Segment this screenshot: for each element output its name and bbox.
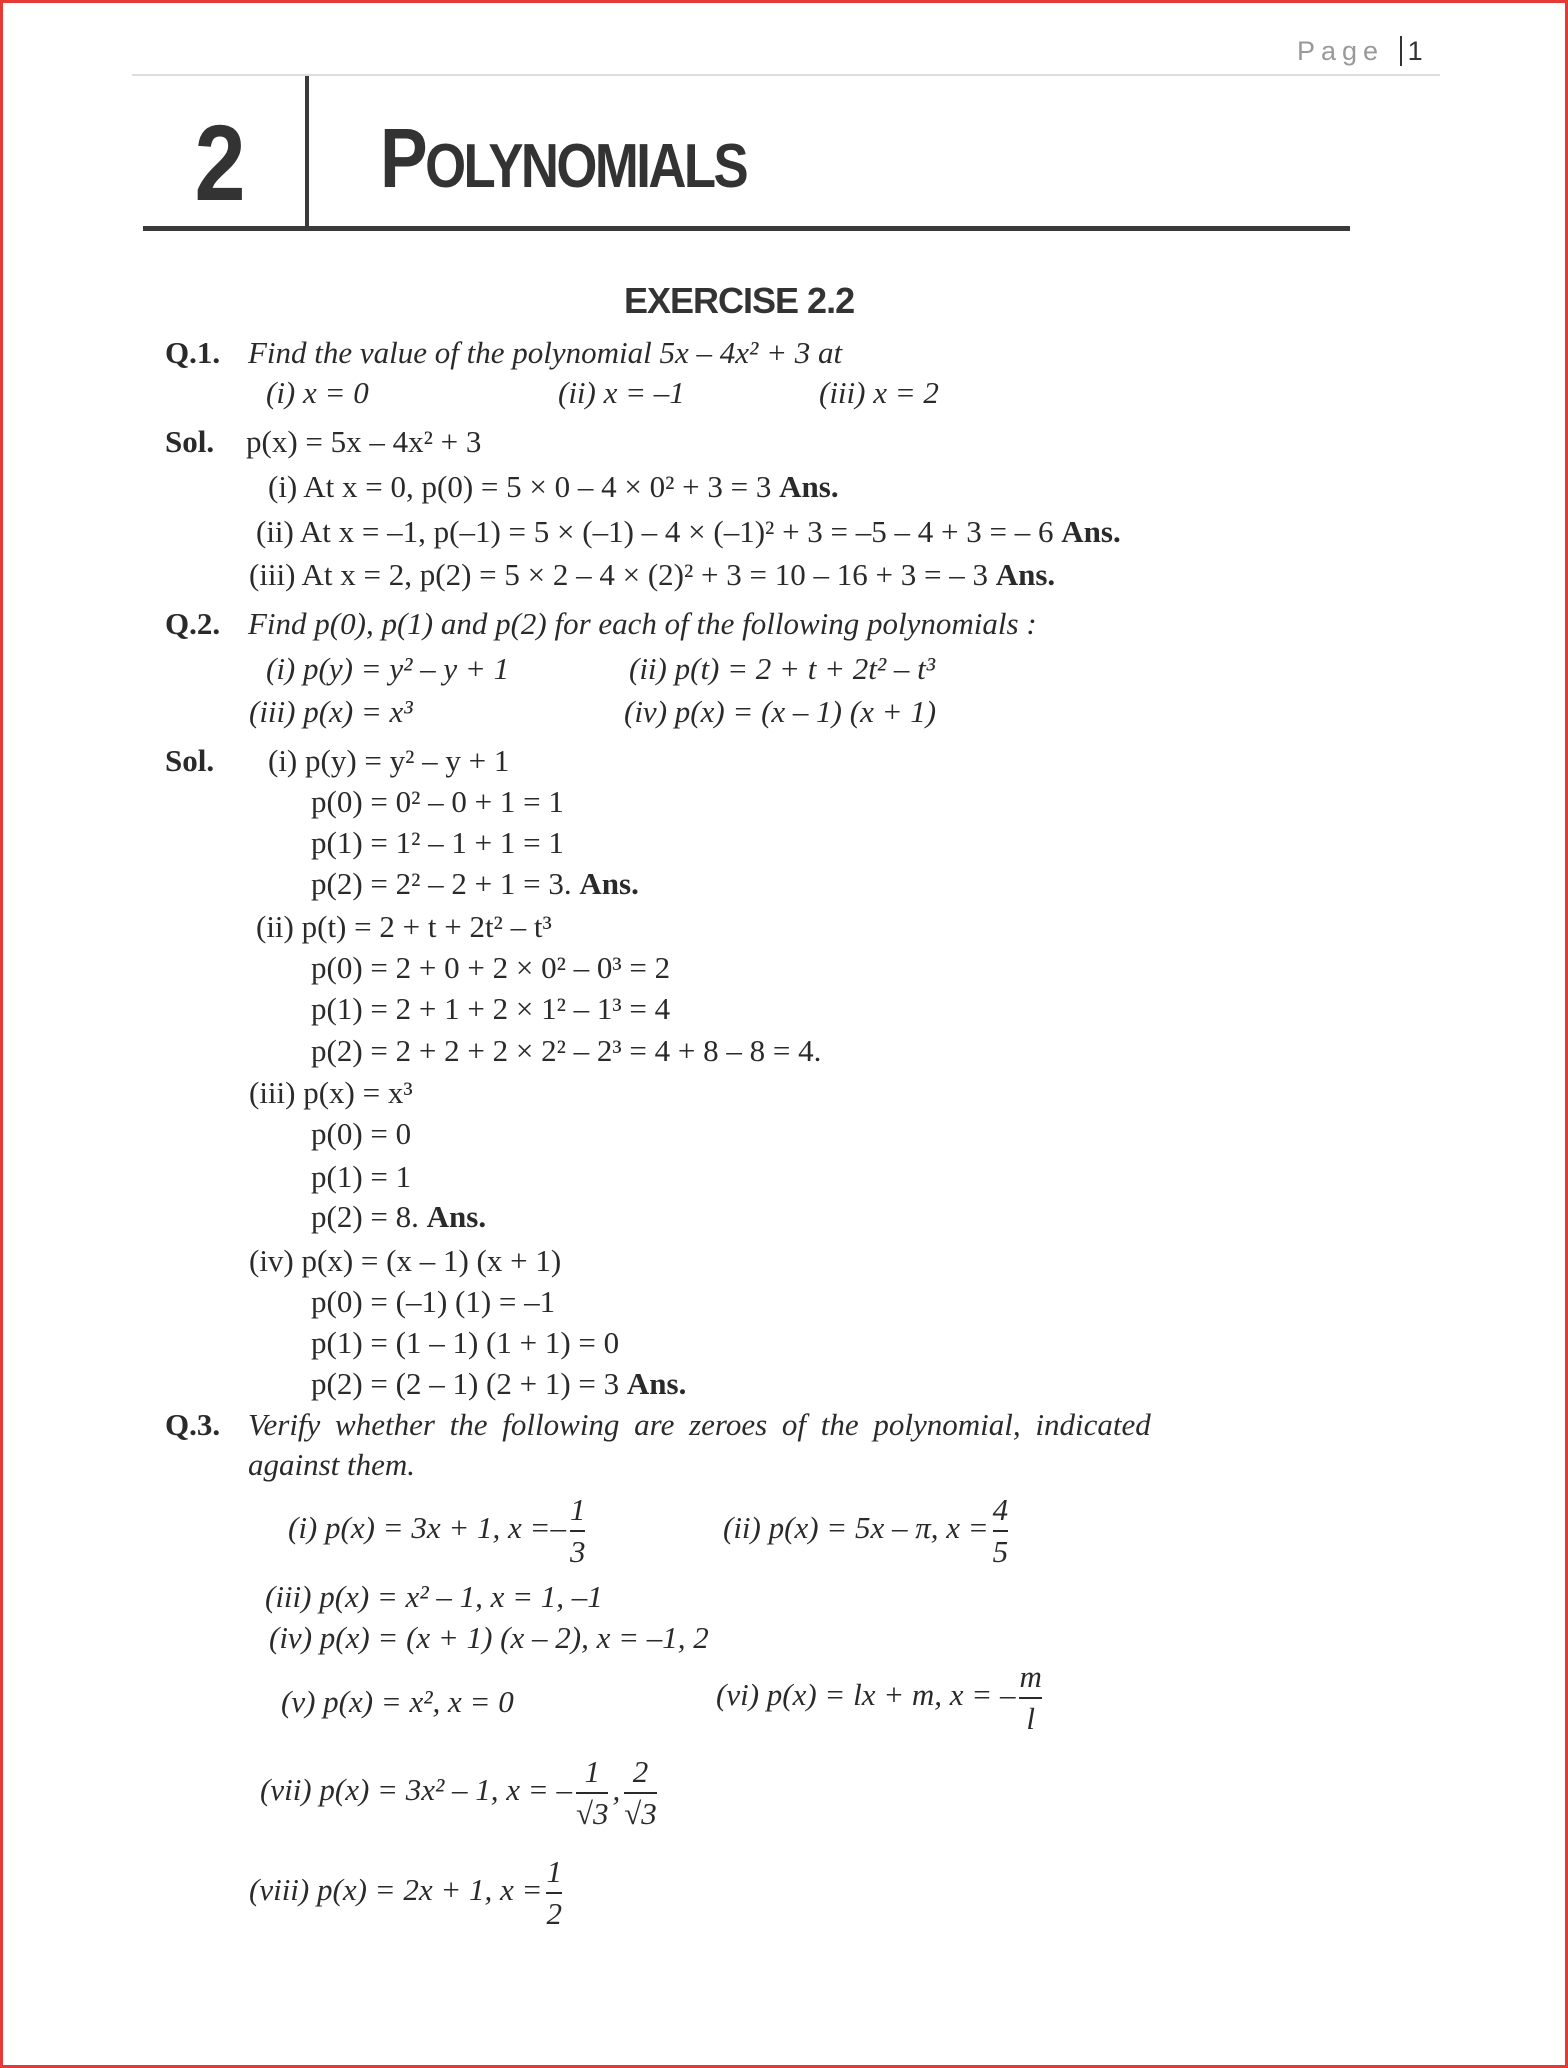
sol-text: (i) At x = 0, p(0) = 5 × 0 – 4 × 0² + 3 = 3 xyxy=(268,469,772,504)
fraction xyxy=(1019,1657,1041,1739)
fraction xyxy=(993,1490,1009,1572)
ans-label: Ans. xyxy=(1061,514,1121,549)
sol2-line: (iii) p(x) = x³ xyxy=(249,1075,413,1110)
ans-label: Ans. xyxy=(779,469,839,504)
sol1-intro: p(x) = 5x – 4x² + 3 xyxy=(246,424,482,459)
denominator: l xyxy=(1026,1701,1035,1736)
denominator: 2 xyxy=(546,1896,562,1931)
sol2-line: (iv) p(x) = (x – 1) (x + 1) xyxy=(249,1243,562,1278)
page-number-value: 1 xyxy=(1400,36,1423,66)
ans-label: Ans. xyxy=(995,557,1056,592)
sol2-line xyxy=(311,1364,686,1404)
q3-part xyxy=(716,1657,1046,1739)
sol2-line: p(2) = 2 + 2 + 2 × 2² – 2³ = 4 + 8 – 8 = 4. xyxy=(311,1033,822,1068)
fraction xyxy=(624,1752,657,1834)
q1-part: (iii) x = 2 xyxy=(819,375,939,410)
sol2-line: p(0) = (–1) (1) = –1 xyxy=(311,1284,556,1319)
sign: – xyxy=(999,1677,1016,1713)
ans-label: Ans. xyxy=(579,866,639,901)
sign: – xyxy=(550,1510,566,1546)
sol2-line: p(1) = 1 xyxy=(311,1159,412,1194)
numerator: 2 xyxy=(624,1752,657,1794)
page-number xyxy=(1297,36,1423,67)
q3-part: (iv) p(x) = (x + 1) (x – 2), x = –1, 2 xyxy=(269,1620,709,1655)
sol2-line: p(1) = (1 – 1) (1 + 1) = 0 xyxy=(311,1325,620,1360)
q1-part: (ii) x = –1 xyxy=(558,375,685,410)
fraction xyxy=(546,1852,562,1934)
page-label: Page xyxy=(1297,36,1385,66)
sol2-line: p(0) = 0 xyxy=(311,1116,412,1151)
part-text: (i) p(x) = 3x + 1, x = xyxy=(288,1510,551,1546)
sol1-line xyxy=(249,555,1055,595)
sol2-line: p(1) = 1² – 1 + 1 = 1 xyxy=(311,825,564,860)
fraction xyxy=(570,1490,586,1572)
sign: – xyxy=(556,1772,572,1808)
chapter-title-rest: OLYNOMIALS xyxy=(425,132,747,201)
part-text: (viii) p(x) = 2x + 1, x = xyxy=(249,1872,543,1908)
numerator: m xyxy=(1019,1657,1041,1699)
sol-text: p(2) = 2² – 2 + 1 = 3. xyxy=(311,866,572,901)
q3-part: (vii) p(x) = 3x² – 1, x = – $\frac{1}{√3}$ , $\frac{2}{√3}$ xyxy=(260,1752,661,1834)
sol2-line: p(0) = 0² – 0 + 1 = 1 xyxy=(311,784,564,819)
denominator: √3 xyxy=(624,1796,657,1831)
q1-part: (i) x = 0 xyxy=(266,375,369,410)
header-rule xyxy=(132,74,1440,76)
sol2-line: (ii) p(t) = 2 + t + 2t² – t³ xyxy=(256,909,552,944)
ans-label: Ans. xyxy=(426,1199,487,1234)
fraction xyxy=(576,1752,609,1834)
q3-part xyxy=(249,1852,566,1934)
q2-label: Q.2. xyxy=(165,606,221,641)
q3-label: Q.3. xyxy=(165,1407,221,1442)
part-text: (vii) p(x) = 3x² – 1, x = xyxy=(260,1772,549,1808)
chapter-rule xyxy=(143,226,1350,231)
q3-text-cont: against them. xyxy=(248,1447,416,1482)
sol2-label: Sol. xyxy=(165,743,215,778)
sol1-line xyxy=(256,512,1121,552)
q2-text: Find p(0), p(1) and p(2) for each of the following polynomials : xyxy=(248,606,1037,641)
sol1-label: Sol. xyxy=(165,424,215,459)
q3-part: (v) p(x) = x², x = 0 xyxy=(281,1684,514,1719)
part-text: (ii) p(x) = 5x – π, x = xyxy=(723,1510,989,1546)
part-text: (vi) p(x) = lx + m, x = xyxy=(716,1677,993,1713)
numerator: 1 xyxy=(570,1490,586,1532)
q3-part xyxy=(288,1490,589,1572)
sol1-line xyxy=(268,467,839,507)
q2-part: (i) p(y) = y² – y + 1 xyxy=(266,651,510,686)
sol2-line xyxy=(311,1197,486,1237)
q2-part: (ii) p(t) = 2 + t + 2t² – t³ xyxy=(629,651,936,686)
sol-text: p(2) = (2 – 1) (2 + 1) = 3 xyxy=(311,1366,620,1401)
sol-text: (ii) At x = –1, p(–1) = 5 × (–1) – 4 × (–1)² + 3 = –5 – 4 + 3 = – 6 xyxy=(256,514,1054,549)
denominator: 3 xyxy=(569,1534,586,1569)
q3-part xyxy=(723,1490,1012,1572)
numerator: 1 xyxy=(546,1852,562,1894)
sol2-line xyxy=(311,864,639,904)
numerator: 1 xyxy=(576,1752,609,1794)
q2-part: (iii) p(x) = x³ xyxy=(249,694,413,729)
exercise-heading: EXERCISE 2.2 xyxy=(624,280,855,321)
sol2-line: p(0) = 2 + 0 + 2 × 0² – 0³ = 2 xyxy=(311,950,671,985)
sol2-line: (i) p(y) = y² – y + 1 xyxy=(268,743,510,778)
q2-part: (iv) p(x) = (x – 1) (x + 1) xyxy=(624,694,937,729)
q1-text: Find the value of the polynomial 5x – 4x² + 3 at xyxy=(248,335,843,370)
chapter-title xyxy=(380,110,746,207)
ans-label: Ans. xyxy=(626,1366,687,1401)
denominator: 5 xyxy=(992,1534,1009,1569)
chapter-title-initial: P xyxy=(380,111,426,205)
chapter-divider xyxy=(305,76,309,228)
sol2-line: p(1) = 2 + 1 + 2 × 1² – 1³ = 4 xyxy=(311,991,671,1026)
sol-text: (iii) At x = 2, p(2) = 5 × 2 – 4 × (2)² + 3 = 10 – 16 + 3 = – 3 xyxy=(249,557,988,592)
sol-text: p(2) = 8. xyxy=(311,1199,419,1234)
q3-part: (iii) p(x) = x² – 1, x = 1, –1 xyxy=(265,1579,603,1614)
q3-text: Verify whether the following are zeroes of the polynomial, indicated xyxy=(248,1407,1151,1442)
q1-label: Q.1. xyxy=(165,335,221,370)
chapter-number: 2 xyxy=(194,102,246,223)
denominator: √3 xyxy=(575,1796,609,1831)
numerator: 4 xyxy=(993,1490,1009,1532)
